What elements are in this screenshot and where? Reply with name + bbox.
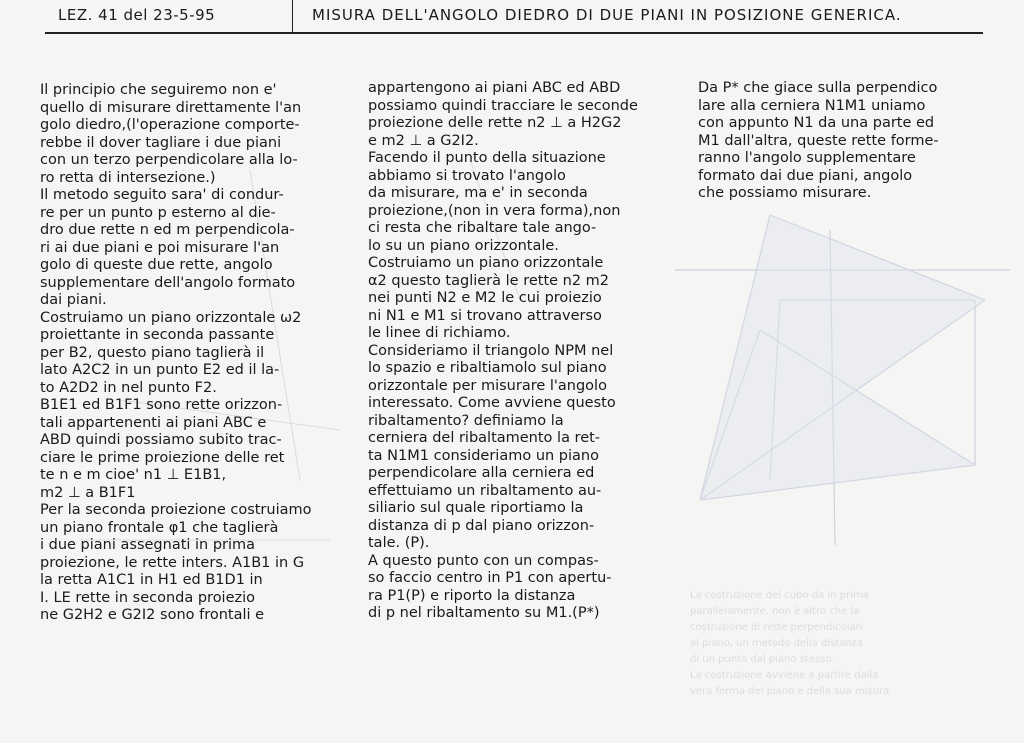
text-line: formato dai due piani, angolo	[698, 167, 913, 184]
text-line: proiezione,(non in vera forma),non	[368, 202, 621, 219]
text-line: da misurare, ma e' in seconda	[368, 185, 588, 201]
text-line: interessato. Come avviene questo	[368, 395, 616, 411]
svg-text:La costruzione avviene a parti: La costruzione avviene a partire dalla	[690, 670, 879, 681]
text-line: tali appartenenti ai piani ABC e	[40, 414, 267, 431]
text-line: Il principio che seguiremo non e'	[40, 82, 277, 98]
text-line: che possiamo misurare.	[698, 185, 872, 201]
text-column-1	[40, 82, 312, 625]
text-line: effettuiamo un ribaltamento au-	[368, 482, 602, 499]
text-line: cerniera del ribaltamento la ret-	[368, 430, 601, 446]
text-line: ABD quindi possiamo subito trac-	[40, 432, 282, 448]
header-underline	[45, 32, 983, 34]
text-line: Per la seconda proiezione costruiamo	[40, 502, 312, 518]
header-divider	[292, 0, 293, 32]
text-line: le linee di richiamo.	[368, 325, 511, 341]
text-line: proiezione, le rette inters. A1B1 in G	[40, 554, 305, 571]
text-line: quello di misurare direttamente l'an	[40, 99, 302, 116]
text-line: proiettante in seconda passante	[40, 327, 275, 343]
text-line: proiezione delle rette n2 ⊥ a H2G2	[368, 115, 622, 131]
text-line: per B2, questo piano taglierà il	[40, 344, 265, 361]
text-line: to A2D2 in nel punto F2.	[40, 379, 217, 396]
text-line: Facendo il punto della situazione	[368, 150, 606, 166]
text-line: orizzontale per misurare l'angolo	[368, 377, 607, 394]
text-line: A questo punto con un compas-	[368, 552, 599, 569]
text-line: con un terzo perpendicolare alla lo-	[40, 152, 298, 168]
text-line: re per un punto p esterno al die-	[40, 204, 276, 221]
text-line: appartengono ai piani ABC ed ABD	[368, 80, 621, 96]
text-line: dro due rette n ed m perpendicola-	[40, 222, 295, 238]
text-line: i due piani assegnati in prima	[40, 537, 256, 553]
text-line: golo di queste due rette, angolo	[40, 257, 273, 273]
text-line: M1 dall'altra, queste rette forme-	[698, 132, 939, 149]
text-line: ro retta di intersezione.)	[40, 169, 216, 186]
text-line: ribaltamento? definiamo la	[368, 412, 564, 429]
svg-text:al piano, un metodo della dist: al piano, un metodo della distanza	[690, 638, 864, 649]
text-line: ci resta che ribaltare tale ango-	[368, 220, 597, 236]
text-line: lo spazio e ribaltiamolo sul piano	[368, 360, 607, 376]
text-line: ra P1(P) e riporto la distanza	[368, 587, 576, 604]
text-line: siliario sul quale riportiamo la	[368, 500, 584, 516]
text-line: ciare le prime proiezione delle ret	[40, 449, 285, 466]
text-line: perpendicolare alla cerniera ed	[368, 465, 595, 481]
lesson-date-label: LEZ. 41 del 23-5-95	[58, 6, 216, 24]
text-line: ranno l'angolo supplementare	[698, 150, 916, 166]
text-line: ta N1M1 consideriamo un piano	[368, 447, 599, 464]
text-line: abbiamo si trovato l'angolo	[368, 167, 566, 184]
text-line: I. LE rette in seconda proiezio	[40, 589, 256, 606]
text-column-2	[368, 80, 638, 623]
svg-text:vera forma del piano e della s: vera forma del piano e della sua misura	[690, 686, 890, 697]
text-line: Consideriamo il triangolo NPM nel	[368, 342, 614, 359]
text-line: lo su un piano orizzontale.	[368, 237, 559, 254]
svg-text:La costruzione del cubo da in: La costruzione del cubo da in prima	[690, 590, 869, 601]
text-line: supplementare dell'angolo formato	[40, 274, 296, 291]
text-line: Costruiamo un piano orizzontale	[368, 255, 604, 271]
text-line: dai piani.	[40, 292, 107, 308]
text-line: ni N1 e M1 si trovano attraverso	[368, 307, 602, 324]
text-line: con appunto N1 da una parte ed	[698, 115, 935, 131]
page-header	[0, 0, 1024, 34]
text-line: so faccio centro in P1 con apertu-	[368, 570, 612, 586]
text-line: distanza di p dal piano orizzon-	[368, 517, 595, 534]
lesson-title: MISURA DELL'ANGOLO DIEDRO DI DUE PIANI IN POSIZIONE GENERICA.	[312, 6, 902, 24]
text-line: m2 ⊥ a B1F1	[40, 484, 136, 501]
text-line: Da P* che giace sulla perpendico	[698, 80, 938, 96]
svg-text:parallelamente, non è altro ch: parallelamente, non è altro che la	[690, 606, 860, 617]
text-line: golo diedro,(l'operazione comporte-	[40, 117, 300, 133]
text-line: tale. (P).	[368, 535, 430, 551]
text-line: B1E1 ed B1F1 sono rette orizzon-	[40, 397, 283, 413]
text-line: ne G2H2 e G2I2 sono frontali e	[40, 607, 265, 623]
text-line: la retta A1C1 in H1 ed B1D1 in	[40, 572, 263, 588]
text-line: rebbe il dover tagliare i due piani	[40, 134, 282, 151]
text-line: un piano frontale φ1 che taglierà	[40, 519, 279, 536]
text-line: nei punti N2 e M2 le cui proiezio	[368, 290, 602, 306]
text-line: di p nel ribaltamento su M1.(P*)	[368, 605, 600, 621]
text-line: possiamo quindi tracciare le seconde	[368, 97, 638, 114]
text-line: α2 questo taglierà le rette n2 m2	[368, 272, 610, 289]
svg-text:costruzione di rette perpendic: costruzione di rette perpendicolari	[690, 622, 863, 633]
text-line: te n e m cioe' n1 ⊥ E1B1,	[40, 467, 227, 483]
text-line: lare alla cerniera N1M1 uniamo	[698, 97, 926, 114]
text-line: lato A2C2 in un punto E2 ed il la-	[40, 362, 280, 378]
text-line: ri ai due piani e poi misurare l'an	[40, 239, 280, 256]
text-column-3	[698, 80, 939, 203]
text-line: Costruiamo un piano orizzontale ω2	[40, 309, 302, 326]
text-line: e m2 ⊥ a G2I2.	[368, 132, 479, 149]
svg-text:di un punto dal piano stesso.: di un punto dal piano stesso.	[690, 654, 835, 665]
text-line: Il metodo seguito sara' di condur-	[40, 187, 284, 203]
